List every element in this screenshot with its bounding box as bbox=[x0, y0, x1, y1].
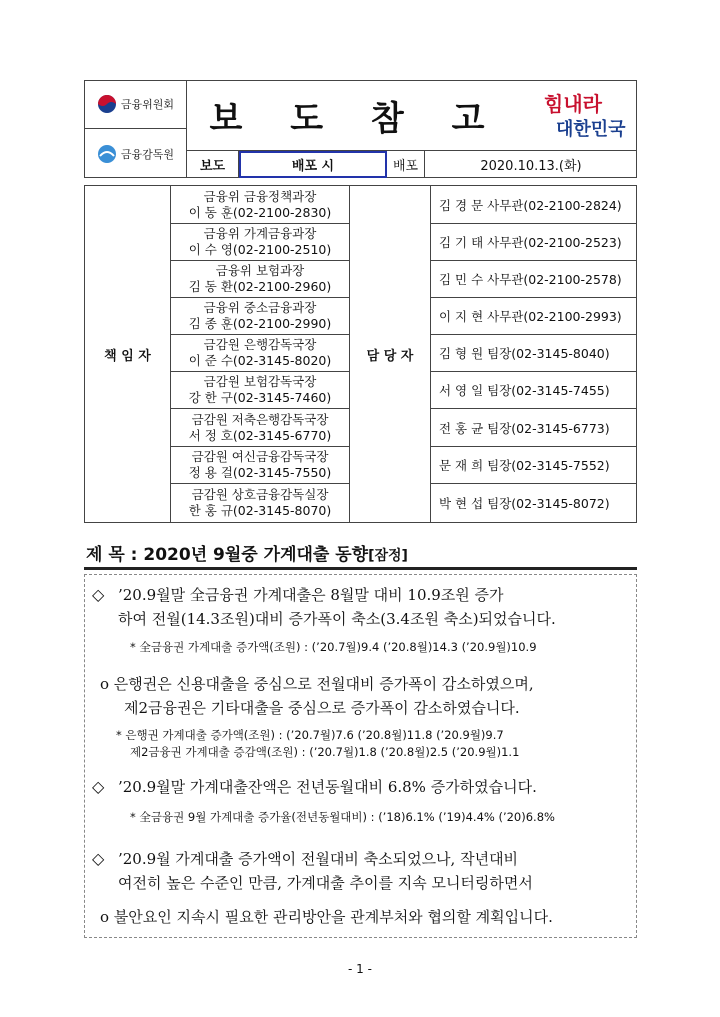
report-value: 배포 시 bbox=[239, 151, 387, 178]
resp-cell: 금감원 저축은행감독국장 서 정 호(02-3145-6770) bbox=[170, 409, 350, 447]
mgr-cell: 김 기 태 사무관(02-2100-2523) bbox=[430, 224, 636, 261]
resp-label: 책 임 자 bbox=[104, 348, 151, 364]
fss-logo bbox=[84, 129, 187, 178]
fsc-emblem-icon bbox=[97, 94, 117, 114]
diamond-bullet: ◇ bbox=[92, 777, 105, 796]
note-3: * 全금융권 9월 가계대출 증가율(전년동월대비) : (’18)6.1% (’19)4.4% (’20)6.8% bbox=[130, 810, 555, 824]
dist-label: 배포 bbox=[387, 151, 425, 178]
subject-text: 제 목 : 2020년 9월중 가계대출 동향 bbox=[86, 545, 369, 565]
page-number: - 1 - bbox=[348, 962, 372, 976]
para-1a: ’20.9월말 全금융권 가계대출은 8월말 대비 10.9조원 증가 bbox=[118, 586, 504, 604]
logo-column bbox=[84, 80, 187, 178]
contacts-table bbox=[84, 185, 637, 523]
para-4b: 여전히 높은 수준인 만큼, 가계대출 추이를 지속 모니터링하면서 bbox=[118, 874, 533, 892]
slogan-line2: 대한민국 bbox=[556, 119, 626, 140]
fsc-logo bbox=[84, 80, 187, 129]
para-5: o 불안요인 지속시 필요한 관리방안을 관계부처와 협의할 계획입니다. bbox=[100, 908, 553, 926]
slogan-logo bbox=[525, 80, 637, 150]
slogan-calligraphy bbox=[536, 85, 626, 145]
fss-emblem-icon bbox=[97, 144, 117, 164]
resp-cell: 금감원 여신금융감독국장 정 용 걸(02-3145-7550) bbox=[170, 447, 350, 484]
para-1b: 하여 전월(14.3조원)대비 증가폭이 축소(3.4조원 축소)되었습니다. bbox=[118, 610, 556, 628]
resp-cell: 금융위 보험과장 김 동 환(02-2100-2960) bbox=[170, 261, 350, 298]
resp-cell: 금감원 보험감독국장 강 한 구(02-3145-7460) bbox=[170, 372, 350, 409]
resp-cell: 금감원 상호금융감독실장 한 홍 규(02-3145-8070) bbox=[170, 484, 350, 522]
subject-line bbox=[86, 540, 408, 565]
para-4a: ’20.9월 가계대출 증가액이 전월대비 축소되었으나, 작년대비 bbox=[118, 850, 519, 868]
mgr-cell: 김 경 문 사무관(02-2100-2824) bbox=[430, 186, 636, 224]
para-2b: 제2금융권은 기타대출을 중심으로 증가폭이 감소하였습니다. bbox=[124, 699, 520, 717]
diamond-bullet: ◇ bbox=[92, 849, 105, 868]
subject-divider bbox=[84, 567, 637, 570]
subject-tag: [잠정] bbox=[368, 548, 408, 564]
mgr-cell: 박 현 섭 팀장(02-3145-8072) bbox=[430, 484, 636, 522]
para-2a: o 은행권은 신용대출을 중심으로 전월대비 증가폭이 감소하였으며, bbox=[100, 675, 534, 693]
report-meta-row bbox=[187, 150, 637, 178]
resp-cell: 금감원 은행감독국장 이 준 수(02-3145-8020) bbox=[170, 335, 350, 372]
report-label: 보도 bbox=[187, 151, 239, 178]
note-2a: * 은행권 가계대출 증가액(조원) : (’20.7월)7.6 (’20.8월)11.8 (’20.9월)9.7 bbox=[116, 728, 504, 742]
mgr-cell: 서 영 일 팀장(02-3145-7455) bbox=[430, 372, 636, 409]
diamond-bullet: ◇ bbox=[92, 585, 105, 604]
resp-cell: 금융위 가계금융과장 이 수 영(02-2100-2510) bbox=[170, 224, 350, 261]
mgr-cell: 전 홍 균 팀장(02-3145-6773) bbox=[430, 409, 636, 447]
resp-cell: 금융위 중소금융과장 김 종 훈(02-2100-2990) bbox=[170, 298, 350, 335]
note-2b: 제2금융권 가계대출 증감액(조원) : (’20.7월)1.8 (’20.8월)2.5 (’20.9월)1.1 bbox=[130, 745, 520, 759]
resp-cell: 금융위 금융정책과장 이 동 훈(02-2100-2830) bbox=[170, 186, 350, 224]
para-3: ’20.9월말 가계대출잔액은 전년동월대비 6.8% 증가하였습니다. bbox=[118, 778, 537, 796]
slogan-line1: 힘내라 bbox=[544, 92, 602, 116]
fsc-logo-text: 금융위원회 bbox=[120, 98, 175, 111]
fss-logo-text: 금융감독원 bbox=[120, 147, 175, 161]
mgr-label: 담 당 자 bbox=[366, 348, 414, 364]
dist-date: 2020.10.13.(화) bbox=[480, 159, 582, 174]
mgr-cell: 김 형 원 팀장(02-3145-8040) bbox=[430, 335, 636, 372]
mgr-cell: 문 재 희 팀장(02-3145-7552) bbox=[430, 447, 636, 484]
note-1: * 全금융권 가계대출 증가액(조원) : (’20.7월)9.4 (’20.8월)14.3 (’20.9월)10.9 bbox=[130, 640, 537, 654]
page-title: 보 도 참 고 bbox=[209, 98, 503, 139]
mgr-cell: 이 지 현 사무관(02-2100-2993) bbox=[430, 298, 636, 335]
mgr-cell: 김 민 수 사무관(02-2100-2578) bbox=[430, 261, 636, 298]
